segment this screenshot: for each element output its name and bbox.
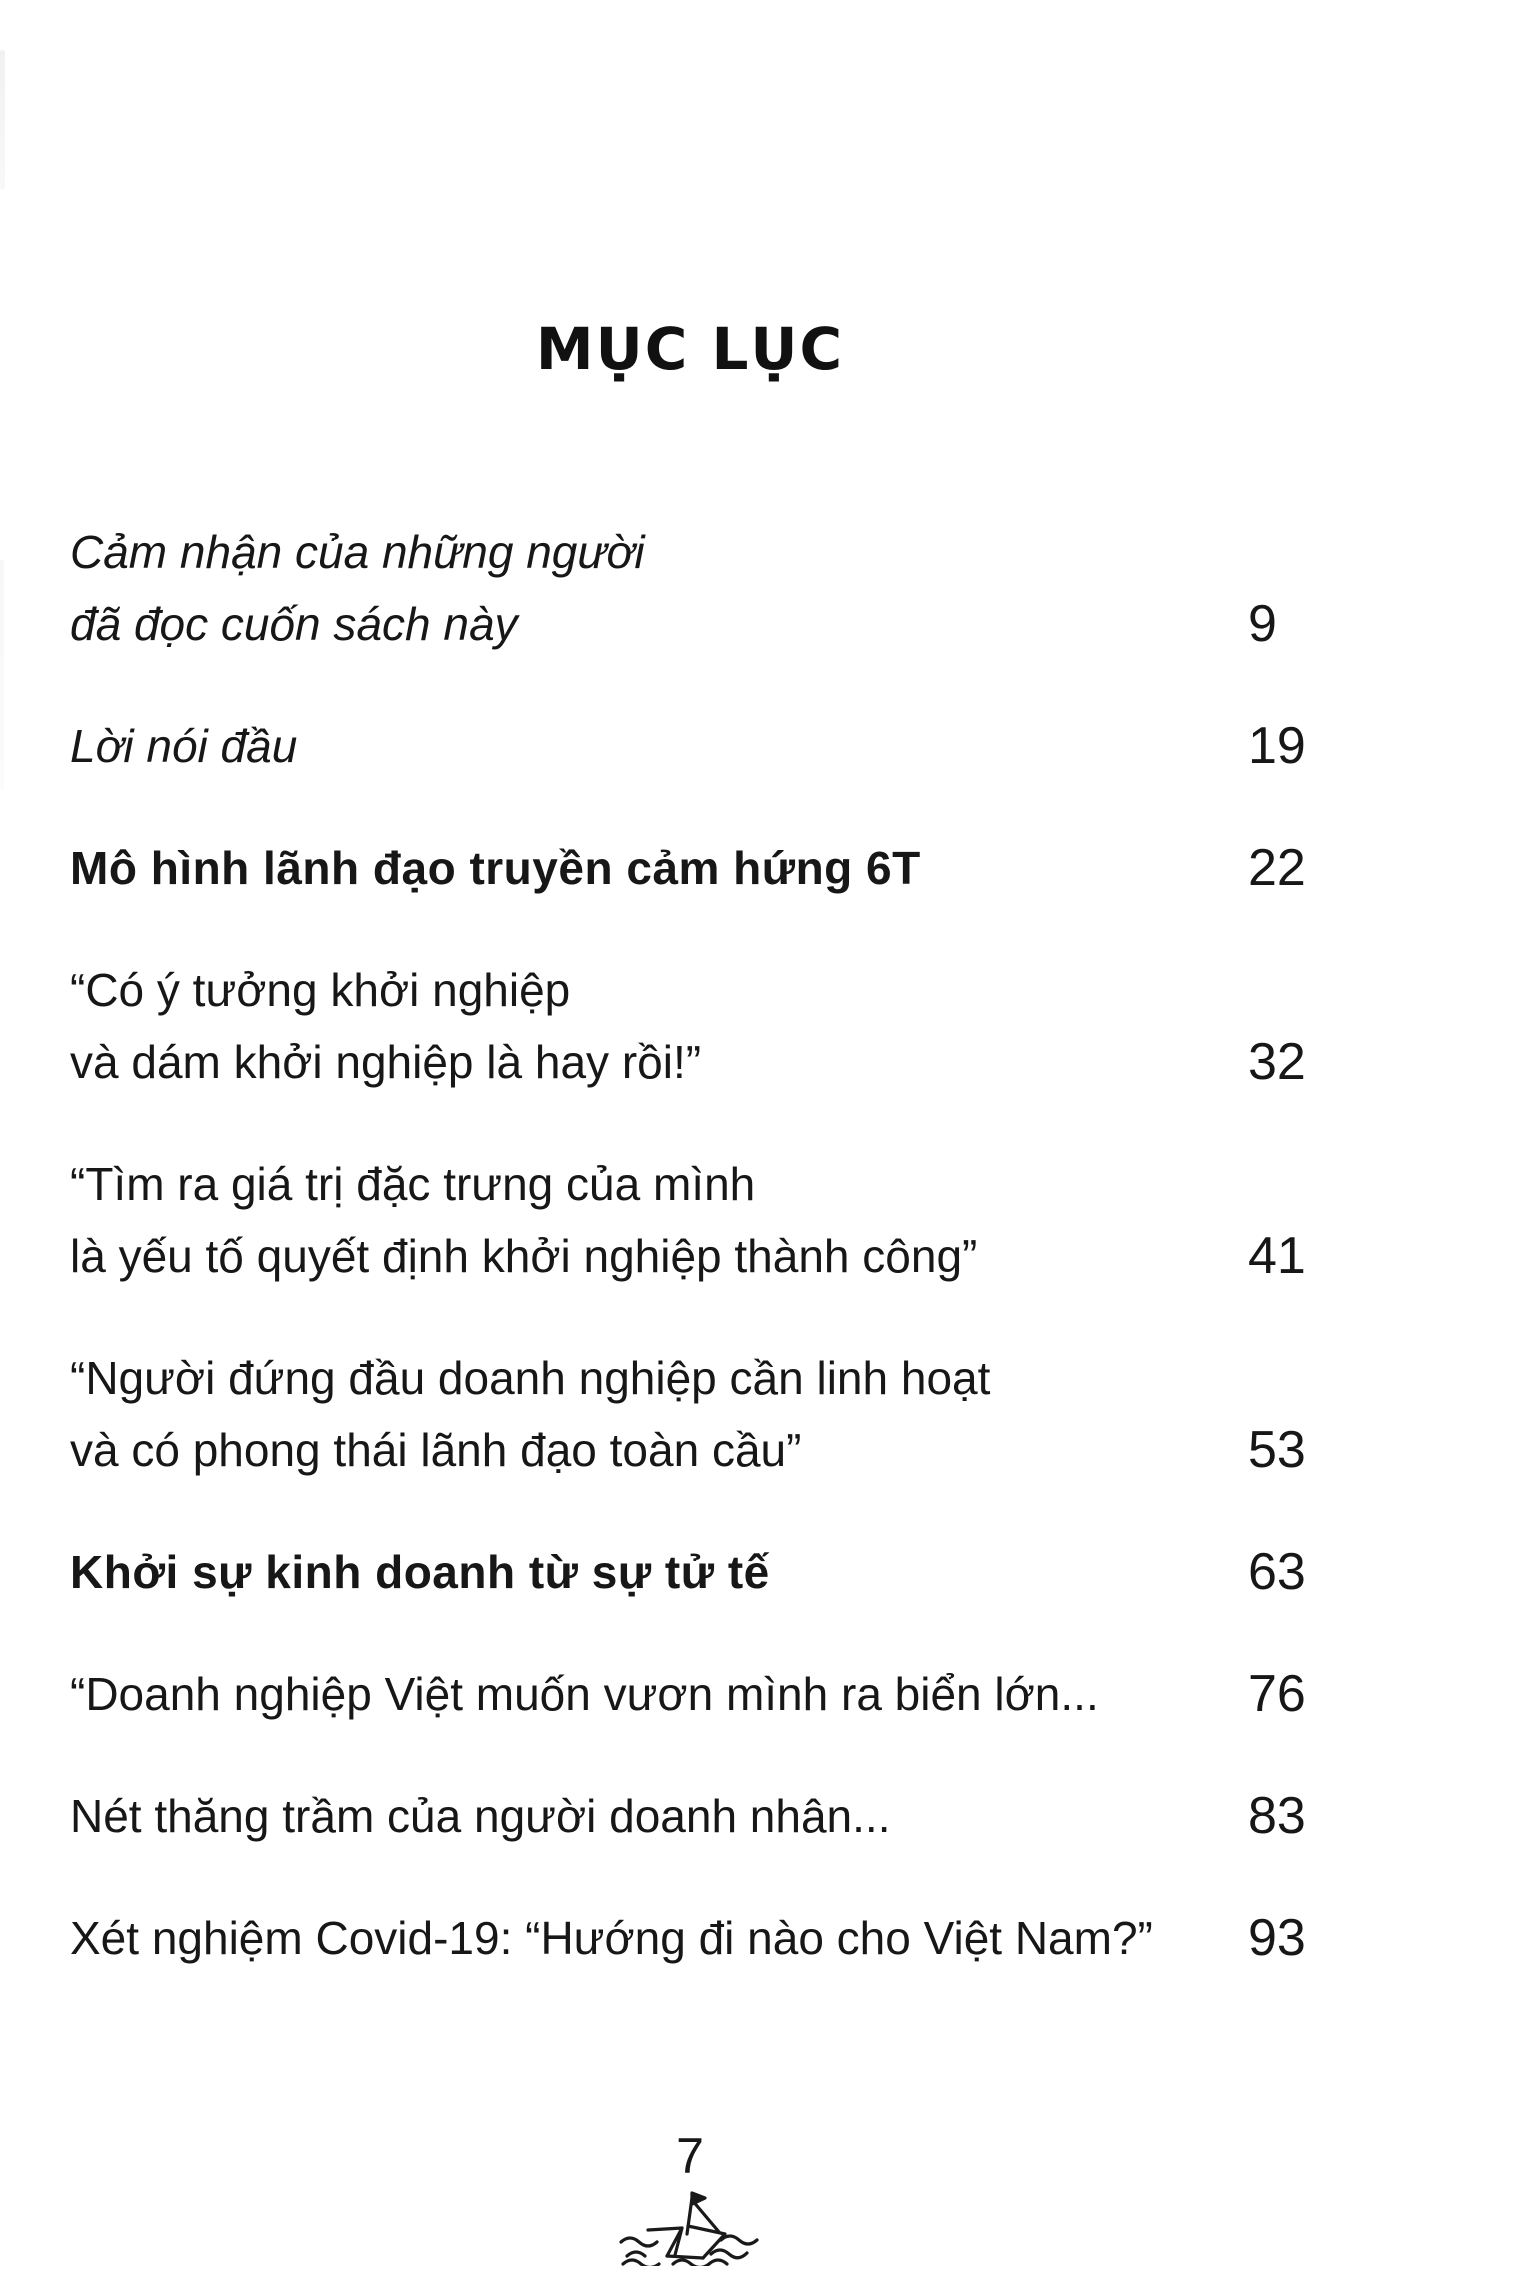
toc-entry-line: Xét nghiệm Covid-19: “Hướng đi nào cho Việt Nam?” [70,1912,1153,1964]
toc-entry-line: là yếu tố quyết định khởi nghiệp thành công” [70,1230,978,1282]
toc-entry-title [70,1902,1248,1974]
scan-edge-artifact [0,50,5,190]
toc-entry-line: “Người đứng đầu doanh nghiệp cần linh hoạt [70,1352,991,1404]
toc-entry-line: Cảm nhận của những người [70,526,645,578]
toc-entry-line: Khởi sự kinh doanh từ sự tử tế [70,1546,770,1598]
toc-entry-title [70,832,1248,904]
page-footer [0,2130,1380,2266]
toc-entry-title [70,710,1248,782]
toc-page-number: 53 [1248,1421,1306,1479]
toc-entry [70,1658,1532,1730]
paper-boat-icon [615,2184,765,2266]
toc-entry-title [70,1536,1248,1608]
toc-content [70,0,1532,2024]
toc-entry-line: “Tìm ra giá trị đặc trưng của mình [70,1158,756,1210]
toc-page-number: 63 [1248,1543,1306,1601]
toc-page-number: 9 [1248,595,1277,653]
toc-page-number: 93 [1248,1909,1306,1967]
toc-entry [70,1902,1532,1974]
toc-entry [70,954,1532,1098]
toc-page-number: 22 [1248,839,1306,897]
toc-page-number: 19 [1248,717,1306,775]
toc-entry-line: Lời nói đầu [70,720,298,772]
toc-entry-line: Nét thăng trầm của người doanh nhân... [70,1790,891,1842]
toc-page-number: 83 [1248,1787,1306,1845]
toc-entry-line: đã đọc cuốn sách này [70,598,518,650]
toc-page-number: 76 [1248,1665,1306,1723]
toc-entry-title [70,1342,1248,1486]
toc-entry-title [70,1148,1248,1292]
toc-entry-line: “Doanh nghiệp Việt muốn vươn mình ra biển lớn... [70,1668,1099,1720]
toc-entry-line: “Có ý tưởng khởi nghiệp [70,964,571,1016]
toc-entry-line: Mô hình lãnh đạo truyền cảm hứng 6T [70,842,921,894]
toc-entry [70,710,1532,782]
toc-entry-title [70,516,1248,660]
toc-page-number: 32 [1248,1033,1306,1091]
toc-entry-line: và có phong thái lãnh đạo toàn cầu” [70,1424,802,1476]
page-title: MỤC LỤC [535,315,845,383]
toc-entry-title [70,1780,1248,1852]
toc-page-number: 41 [1248,1227,1306,1285]
toc-entry-line: và dám khởi nghiệp là hay rồi!” [70,1036,702,1088]
toc-entry [70,1536,1532,1608]
toc-entry [70,832,1532,904]
scan-edge-artifact [0,560,4,790]
toc-entry [70,516,1532,660]
toc-entry [70,1148,1532,1292]
toc-entry [70,1342,1532,1486]
toc-entry-title [70,1658,1248,1730]
toc-entry [70,1780,1532,1852]
toc-entry-title [70,954,1248,1098]
folio-number: 7 [676,2128,704,2184]
